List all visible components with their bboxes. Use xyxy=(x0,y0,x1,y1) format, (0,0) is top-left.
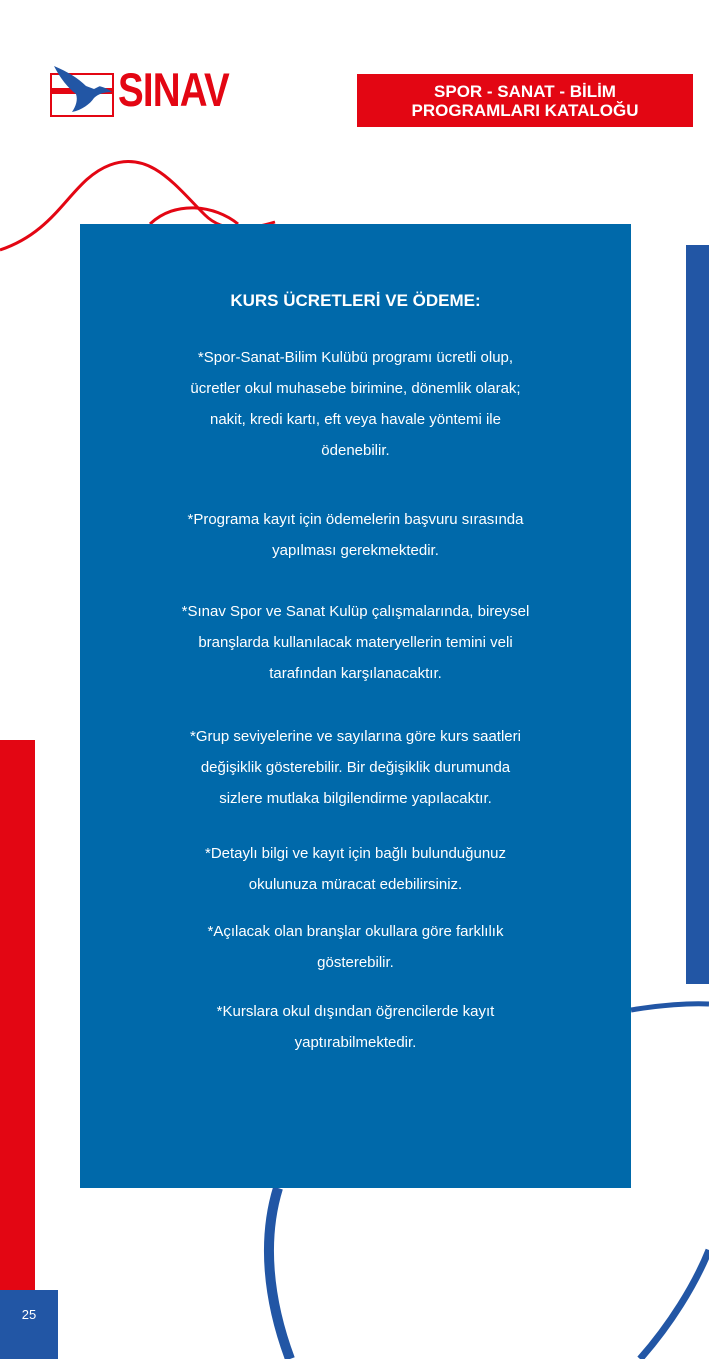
catalog-title xyxy=(357,74,693,127)
paragraph: *Açılacak olan branşlar okullara göre farklılık gösterebilir. xyxy=(207,923,504,971)
page-number: 25 xyxy=(0,1290,58,1359)
left-red-bar xyxy=(0,740,35,1296)
brand-name: SINAV xyxy=(118,63,229,116)
paragraph: *Spor-Sanat-Bilim Kulübü programı ücretli olup, ücretler okul muhasebe birimine, dönemlik olarak; nakit, kredi kartı, eft veya havale yöntemi ile ödenebilir. xyxy=(190,349,521,459)
section-title: KURS ÜCRETLERİ VE ÖDEME: xyxy=(230,291,481,310)
fees-panel xyxy=(80,224,631,1188)
paragraph: *Detaylı bilgi ve kayıt için bağlı bulunduğunuz okulunuza müracat edebilirsiniz. xyxy=(204,845,507,893)
paragraph: *Programa kayıt için ödemelerin başvuru sırasında yapılması gerekmektedir. xyxy=(187,511,524,559)
paragraph: *Sınav Spor ve Sanat Kulüp çalışmalarında, bireysel branşlarda kullanılacak materyellerin temini veli tarafından karşılanacaktır. xyxy=(181,603,530,682)
right-blue-bar xyxy=(686,245,709,984)
paragraph: *Grup seviyelerine ve sayılarına göre kurs saatleri değişiklik gösterebilir. Bir değişiklik durumunda sizlere mutlaka bilgilendirme yapılacaktır. xyxy=(190,728,521,807)
paragraph: *Kurslara okul dışından öğrencilerde kayıt yaptırabilmektedir. xyxy=(216,1003,495,1051)
catalog-title-line1: SPOR - SANAT - BİLİM xyxy=(434,81,616,101)
catalog-title-line2: PROGRAMLARI KATALOĞU xyxy=(411,100,639,120)
